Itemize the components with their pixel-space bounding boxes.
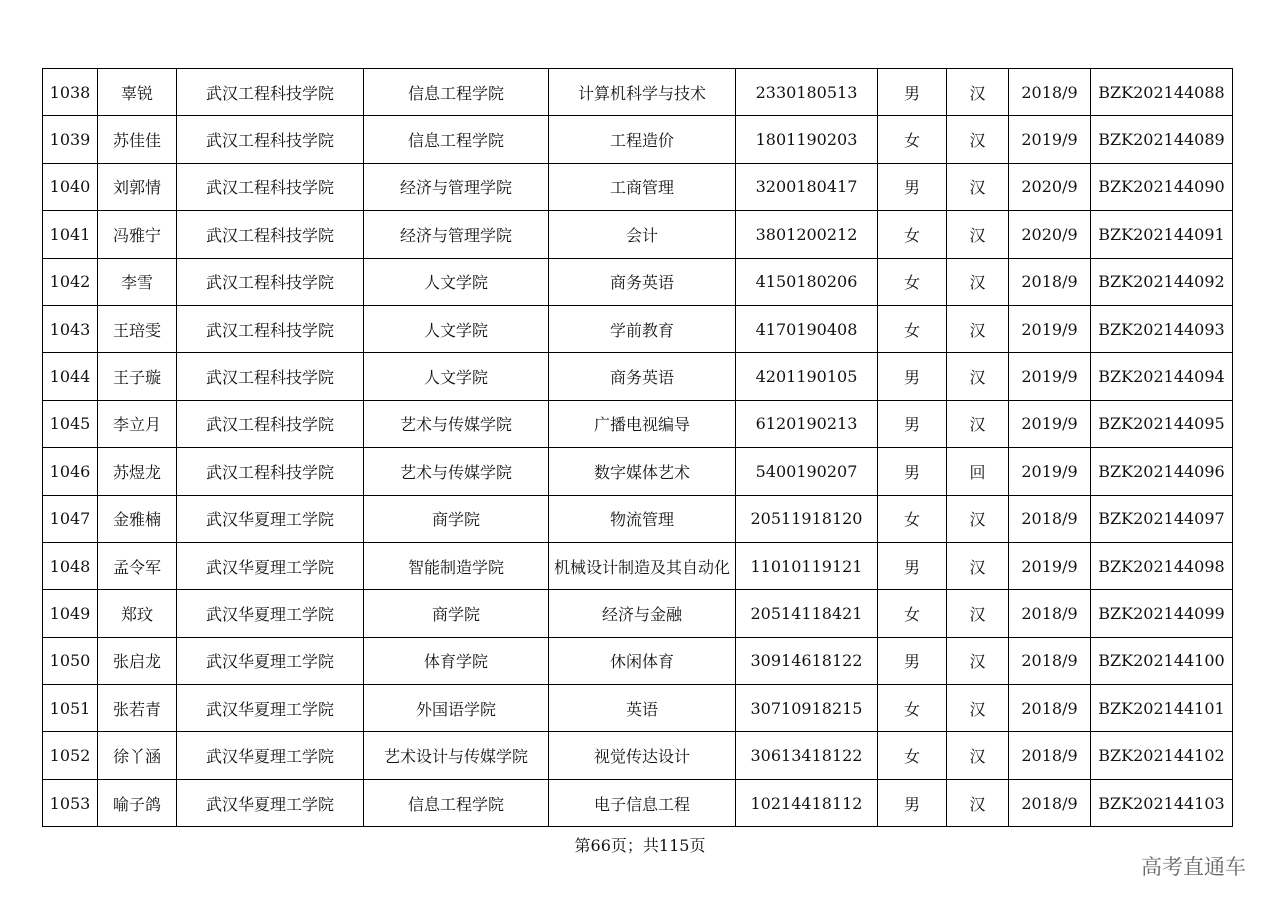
student-roster-table [42, 68, 1233, 827]
table-body [43, 69, 1233, 827]
student-name-cell: 徐丫涵 [98, 732, 177, 779]
student-name-cell: 辜锐 [98, 69, 177, 116]
student-name-cell: 张若青 [98, 685, 177, 732]
student-id-cell: 30914618122 [736, 637, 878, 684]
school-cell: 武汉工程科技学院 [177, 400, 364, 447]
school-cell: 武汉工程科技学院 [177, 211, 364, 258]
college-cell: 体育学院 [364, 637, 549, 684]
major-cell: 物流管理 [549, 495, 736, 542]
student-name-cell: 喻子鸽 [98, 779, 177, 826]
major-cell: 商务英语 [549, 258, 736, 305]
school-cell: 武汉工程科技学院 [177, 258, 364, 305]
table-row [43, 637, 1233, 684]
gender-cell: 女 [878, 258, 947, 305]
student-name-cell: 苏煜龙 [98, 448, 177, 495]
school-cell: 武汉工程科技学院 [177, 448, 364, 495]
table-row [43, 685, 1233, 732]
student-name-cell: 冯雅宁 [98, 211, 177, 258]
student-id-cell: 4150180206 [736, 258, 878, 305]
school-cell: 武汉工程科技学院 [177, 305, 364, 352]
row-number-cell: 1044 [43, 353, 98, 400]
college-cell: 艺术与传媒学院 [364, 400, 549, 447]
gender-cell: 女 [878, 211, 947, 258]
certificate-code-cell: BZK202144103 [1091, 779, 1233, 826]
enrollment-date-cell: 2018/9 [1009, 779, 1091, 826]
table-row [43, 732, 1233, 779]
school-cell: 武汉工程科技学院 [177, 163, 364, 210]
gender-cell: 男 [878, 637, 947, 684]
college-cell: 信息工程学院 [364, 779, 549, 826]
table-row [43, 495, 1233, 542]
student-id-cell: 30710918215 [736, 685, 878, 732]
row-number-cell: 1051 [43, 685, 98, 732]
major-cell: 数字媒体艺术 [549, 448, 736, 495]
gender-cell: 男 [878, 400, 947, 447]
certificate-code-cell: BZK202144094 [1091, 353, 1233, 400]
enrollment-date-cell: 2019/9 [1009, 448, 1091, 495]
gender-cell: 女 [878, 685, 947, 732]
college-cell: 商学院 [364, 495, 549, 542]
table-row [43, 400, 1233, 447]
table-row [43, 69, 1233, 116]
ethnicity-cell: 汉 [947, 495, 1009, 542]
major-cell: 英语 [549, 685, 736, 732]
ethnicity-cell: 汉 [947, 732, 1009, 779]
student-id-cell: 3200180417 [736, 163, 878, 210]
enrollment-date-cell: 2018/9 [1009, 637, 1091, 684]
ethnicity-cell: 汉 [947, 258, 1009, 305]
school-cell: 武汉工程科技学院 [177, 69, 364, 116]
school-cell: 武汉华夏理工学院 [177, 685, 364, 732]
enrollment-date-cell: 2020/9 [1009, 163, 1091, 210]
ethnicity-cell: 汉 [947, 163, 1009, 210]
major-cell: 休闲体育 [549, 637, 736, 684]
enrollment-date-cell: 2018/9 [1009, 685, 1091, 732]
certificate-code-cell: BZK202144098 [1091, 542, 1233, 589]
row-number-cell: 1049 [43, 590, 98, 637]
school-cell: 武汉华夏理工学院 [177, 732, 364, 779]
student-id-cell: 11010119121 [736, 542, 878, 589]
gender-cell: 男 [878, 353, 947, 400]
enrollment-date-cell: 2018/9 [1009, 495, 1091, 542]
ethnicity-cell: 汉 [947, 353, 1009, 400]
table-row [43, 305, 1233, 352]
table-row [43, 258, 1233, 305]
college-cell: 经济与管理学院 [364, 163, 549, 210]
gender-cell: 女 [878, 732, 947, 779]
major-cell: 会计 [549, 211, 736, 258]
student-name-cell: 孟令军 [98, 542, 177, 589]
school-cell: 武汉华夏理工学院 [177, 590, 364, 637]
college-cell: 商学院 [364, 590, 549, 637]
college-cell: 艺术设计与传媒学院 [364, 732, 549, 779]
table-row [43, 163, 1233, 210]
certificate-code-cell: BZK202144089 [1091, 116, 1233, 163]
watermark-text: 高考直通车 [1141, 855, 1246, 879]
student-name-cell: 李立月 [98, 400, 177, 447]
college-cell: 人文学院 [364, 353, 549, 400]
ethnicity-cell: 汉 [947, 779, 1009, 826]
enrollment-date-cell: 2018/9 [1009, 732, 1091, 779]
certificate-code-cell: BZK202144093 [1091, 305, 1233, 352]
table-row [43, 779, 1233, 826]
major-cell: 商务英语 [549, 353, 736, 400]
page-number-footer: 第66页；共115页 [574, 836, 706, 855]
table-row [43, 542, 1233, 589]
table-row [43, 353, 1233, 400]
student-name-cell: 金雅楠 [98, 495, 177, 542]
enrollment-date-cell: 2018/9 [1009, 590, 1091, 637]
certificate-code-cell: BZK202144091 [1091, 211, 1233, 258]
student-id-cell: 10214418112 [736, 779, 878, 826]
ethnicity-cell: 汉 [947, 400, 1009, 447]
row-number-cell: 1041 [43, 211, 98, 258]
certificate-code-cell: BZK202144097 [1091, 495, 1233, 542]
certificate-code-cell: BZK202144101 [1091, 685, 1233, 732]
college-cell: 信息工程学院 [364, 116, 549, 163]
student-name-cell: 李雪 [98, 258, 177, 305]
row-number-cell: 1050 [43, 637, 98, 684]
enrollment-date-cell: 2020/9 [1009, 211, 1091, 258]
table-row [43, 448, 1233, 495]
school-cell: 武汉华夏理工学院 [177, 637, 364, 684]
student-id-cell: 5400190207 [736, 448, 878, 495]
row-number-cell: 1038 [43, 69, 98, 116]
enrollment-date-cell: 2019/9 [1009, 305, 1091, 352]
school-cell: 武汉华夏理工学院 [177, 542, 364, 589]
gender-cell: 女 [878, 590, 947, 637]
ethnicity-cell: 汉 [947, 211, 1009, 258]
gender-cell: 男 [878, 779, 947, 826]
student-name-cell: 张启龙 [98, 637, 177, 684]
college-cell: 人文学院 [364, 258, 549, 305]
major-cell: 计算机科学与技术 [549, 69, 736, 116]
table-row [43, 211, 1233, 258]
ethnicity-cell: 汉 [947, 685, 1009, 732]
student-id-cell: 1801190203 [736, 116, 878, 163]
student-name-cell: 王子璇 [98, 353, 177, 400]
major-cell: 经济与金融 [549, 590, 736, 637]
row-number-cell: 1039 [43, 116, 98, 163]
ethnicity-cell: 汉 [947, 116, 1009, 163]
major-cell: 工商管理 [549, 163, 736, 210]
major-cell: 工程造价 [549, 116, 736, 163]
school-cell: 武汉工程科技学院 [177, 353, 364, 400]
certificate-code-cell: BZK202144088 [1091, 69, 1233, 116]
student-id-cell: 3801200212 [736, 211, 878, 258]
certificate-code-cell: BZK202144099 [1091, 590, 1233, 637]
gender-cell: 男 [878, 163, 947, 210]
row-number-cell: 1045 [43, 400, 98, 447]
enrollment-date-cell: 2019/9 [1009, 116, 1091, 163]
enrollment-date-cell: 2018/9 [1009, 258, 1091, 305]
certificate-code-cell: BZK202144090 [1091, 163, 1233, 210]
student-name-cell: 郑玟 [98, 590, 177, 637]
ethnicity-cell: 回 [947, 448, 1009, 495]
gender-cell: 女 [878, 305, 947, 352]
row-number-cell: 1042 [43, 258, 98, 305]
major-cell: 电子信息工程 [549, 779, 736, 826]
certificate-code-cell: BZK202144100 [1091, 637, 1233, 684]
major-cell: 学前教育 [549, 305, 736, 352]
major-cell: 机械设计制造及其自动化 [549, 542, 736, 589]
certificate-code-cell: BZK202144095 [1091, 400, 1233, 447]
certificate-code-cell: BZK202144092 [1091, 258, 1233, 305]
school-cell: 武汉华夏理工学院 [177, 495, 364, 542]
table-row [43, 116, 1233, 163]
major-cell: 视觉传达设计 [549, 732, 736, 779]
certificate-code-cell: BZK202144096 [1091, 448, 1233, 495]
enrollment-date-cell: 2019/9 [1009, 353, 1091, 400]
ethnicity-cell: 汉 [947, 637, 1009, 684]
ethnicity-cell: 汉 [947, 542, 1009, 589]
row-number-cell: 1043 [43, 305, 98, 352]
row-number-cell: 1047 [43, 495, 98, 542]
ethnicity-cell: 汉 [947, 69, 1009, 116]
student-id-cell: 4170190408 [736, 305, 878, 352]
row-number-cell: 1046 [43, 448, 98, 495]
college-cell: 信息工程学院 [364, 69, 549, 116]
student-name-cell: 刘郭情 [98, 163, 177, 210]
row-number-cell: 1040 [43, 163, 98, 210]
enrollment-date-cell: 2019/9 [1009, 542, 1091, 589]
enrollment-date-cell: 2019/9 [1009, 400, 1091, 447]
row-number-cell: 1052 [43, 732, 98, 779]
student-id-cell: 30613418122 [736, 732, 878, 779]
student-id-cell: 6120190213 [736, 400, 878, 447]
gender-cell: 女 [878, 116, 947, 163]
college-cell: 艺术与传媒学院 [364, 448, 549, 495]
row-number-cell: 1053 [43, 779, 98, 826]
enrollment-date-cell: 2018/9 [1009, 69, 1091, 116]
gender-cell: 男 [878, 69, 947, 116]
ethnicity-cell: 汉 [947, 590, 1009, 637]
school-cell: 武汉华夏理工学院 [177, 779, 364, 826]
school-cell: 武汉工程科技学院 [177, 116, 364, 163]
student-name-cell: 苏佳佳 [98, 116, 177, 163]
certificate-code-cell: BZK202144102 [1091, 732, 1233, 779]
student-id-cell: 4201190105 [736, 353, 878, 400]
row-number-cell: 1048 [43, 542, 98, 589]
gender-cell: 女 [878, 495, 947, 542]
student-id-cell: 20514118421 [736, 590, 878, 637]
table-row [43, 590, 1233, 637]
gender-cell: 男 [878, 448, 947, 495]
student-name-cell: 王琣雯 [98, 305, 177, 352]
college-cell: 智能制造学院 [364, 542, 549, 589]
gender-cell: 男 [878, 542, 947, 589]
ethnicity-cell: 汉 [947, 305, 1009, 352]
student-id-cell: 2330180513 [736, 69, 878, 116]
major-cell: 广播电视编导 [549, 400, 736, 447]
college-cell: 外国语学院 [364, 685, 549, 732]
student-id-cell: 20511918120 [736, 495, 878, 542]
college-cell: 经济与管理学院 [364, 211, 549, 258]
college-cell: 人文学院 [364, 305, 549, 352]
